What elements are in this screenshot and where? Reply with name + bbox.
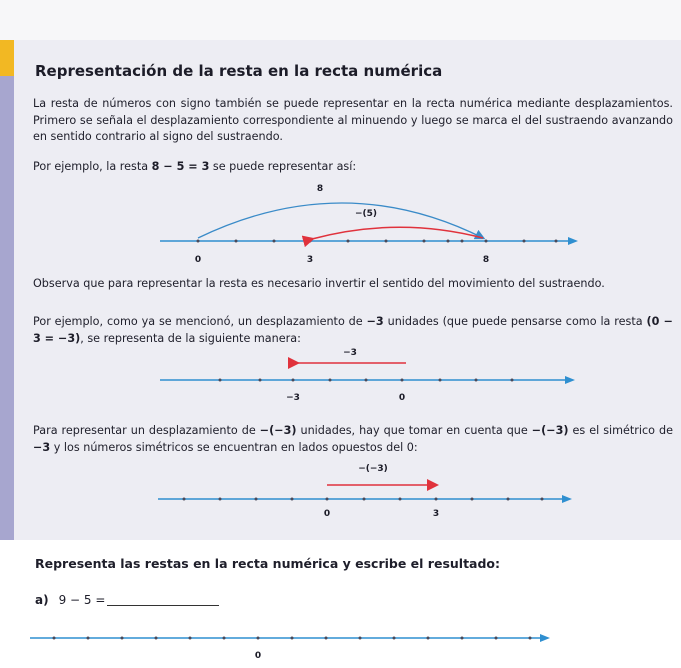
- number-line-diagram-subtraction: [150, 180, 590, 270]
- example-expression: 8 − 5 = 3: [151, 160, 210, 173]
- exercise-number-line[interactable]: [30, 626, 560, 666]
- subtrahend-arrow: [312, 227, 483, 239]
- example-text-after: se puede representar así:: [209, 160, 357, 173]
- example-text-before: Por ejemplo, la resta: [33, 160, 152, 173]
- exercise-item-letter: a): [35, 593, 49, 607]
- intro-paragraph: La resta de números con signo también se puede representar en la recta numérica mediante desplazamientos. Primero se señala el desplazamiento correspondiente al minuendo y luego se marca el del sustraendo avanzando en sentido contrario al signo del sustraendo.: [33, 97, 673, 143]
- number-line-diagram-symmetric: [150, 458, 590, 524]
- arc-sub-label: −(5): [354, 209, 378, 219]
- tick-label-3: 3: [306, 255, 314, 265]
- p5-text-1: Para representar un desplazamiento de: [33, 424, 260, 437]
- p5-expr-1: −(−3): [259, 424, 297, 437]
- arc-top-label: 8: [316, 184, 324, 194]
- tick-label-0: 0: [254, 651, 262, 661]
- p4-text-2: unidades (que puede pensarse como la resta: [383, 315, 647, 328]
- answer-blank[interactable]: [107, 593, 219, 606]
- section-title: Representación de la resta en la recta numérica: [35, 62, 443, 80]
- p5-text-3: es el simétrico de: [568, 424, 673, 437]
- side-stripe: [0, 40, 14, 540]
- p5-text-2: unidades, hay que tomar en cuenta que: [296, 424, 532, 437]
- exercise-item-expression: 9 − 5 =: [58, 593, 106, 607]
- p5-expr-3: −3: [33, 440, 51, 454]
- page-top-margin: [0, 0, 681, 40]
- p4-text-3: , se representa de la siguiente manera:: [80, 331, 301, 345]
- number-line-arrowhead: [540, 634, 550, 642]
- tick-label-0: 0: [398, 393, 406, 403]
- number-line-arrowhead: [562, 495, 572, 503]
- negative-shift-paragraph: [33, 314, 673, 347]
- shift-arrow-label: −(−3): [358, 464, 388, 474]
- p4-expression: (0 − 3 = −3): [33, 315, 673, 345]
- example-paragraph: [33, 159, 673, 176]
- number-line-diagram-negative: [150, 345, 590, 405]
- section-tab: [0, 40, 14, 76]
- exercise-instruction: Representa las restas en la recta numérica y escribe el resultado:: [35, 556, 501, 571]
- number-line-arrowhead: [568, 237, 578, 245]
- p5-expr-2: −(−3): [531, 424, 569, 437]
- p5-text-4: y los números simétricos se encuentran en lados opuestos del 0:: [50, 440, 418, 454]
- symmetric-paragraph: [33, 423, 673, 456]
- tick-label-0: 0: [194, 255, 202, 265]
- tick-label-8: 8: [482, 255, 490, 265]
- observation-paragraph: Observa que para representar la resta es necesario invertir el sentido del movimiento del sustraendo.: [33, 277, 605, 290]
- tick-label-neg3: −3: [286, 393, 300, 403]
- tick-label-3: 3: [432, 509, 440, 519]
- exercise-item-a: [35, 593, 219, 607]
- tick-label-0: 0: [323, 509, 331, 519]
- number-line-arrowhead: [565, 376, 575, 384]
- p4-neg3: −3: [366, 315, 384, 328]
- p4-text-1: Por ejemplo, como ya se mencionó, un desplazamiento de: [33, 315, 367, 328]
- shift-arrow-label: −3: [343, 348, 357, 358]
